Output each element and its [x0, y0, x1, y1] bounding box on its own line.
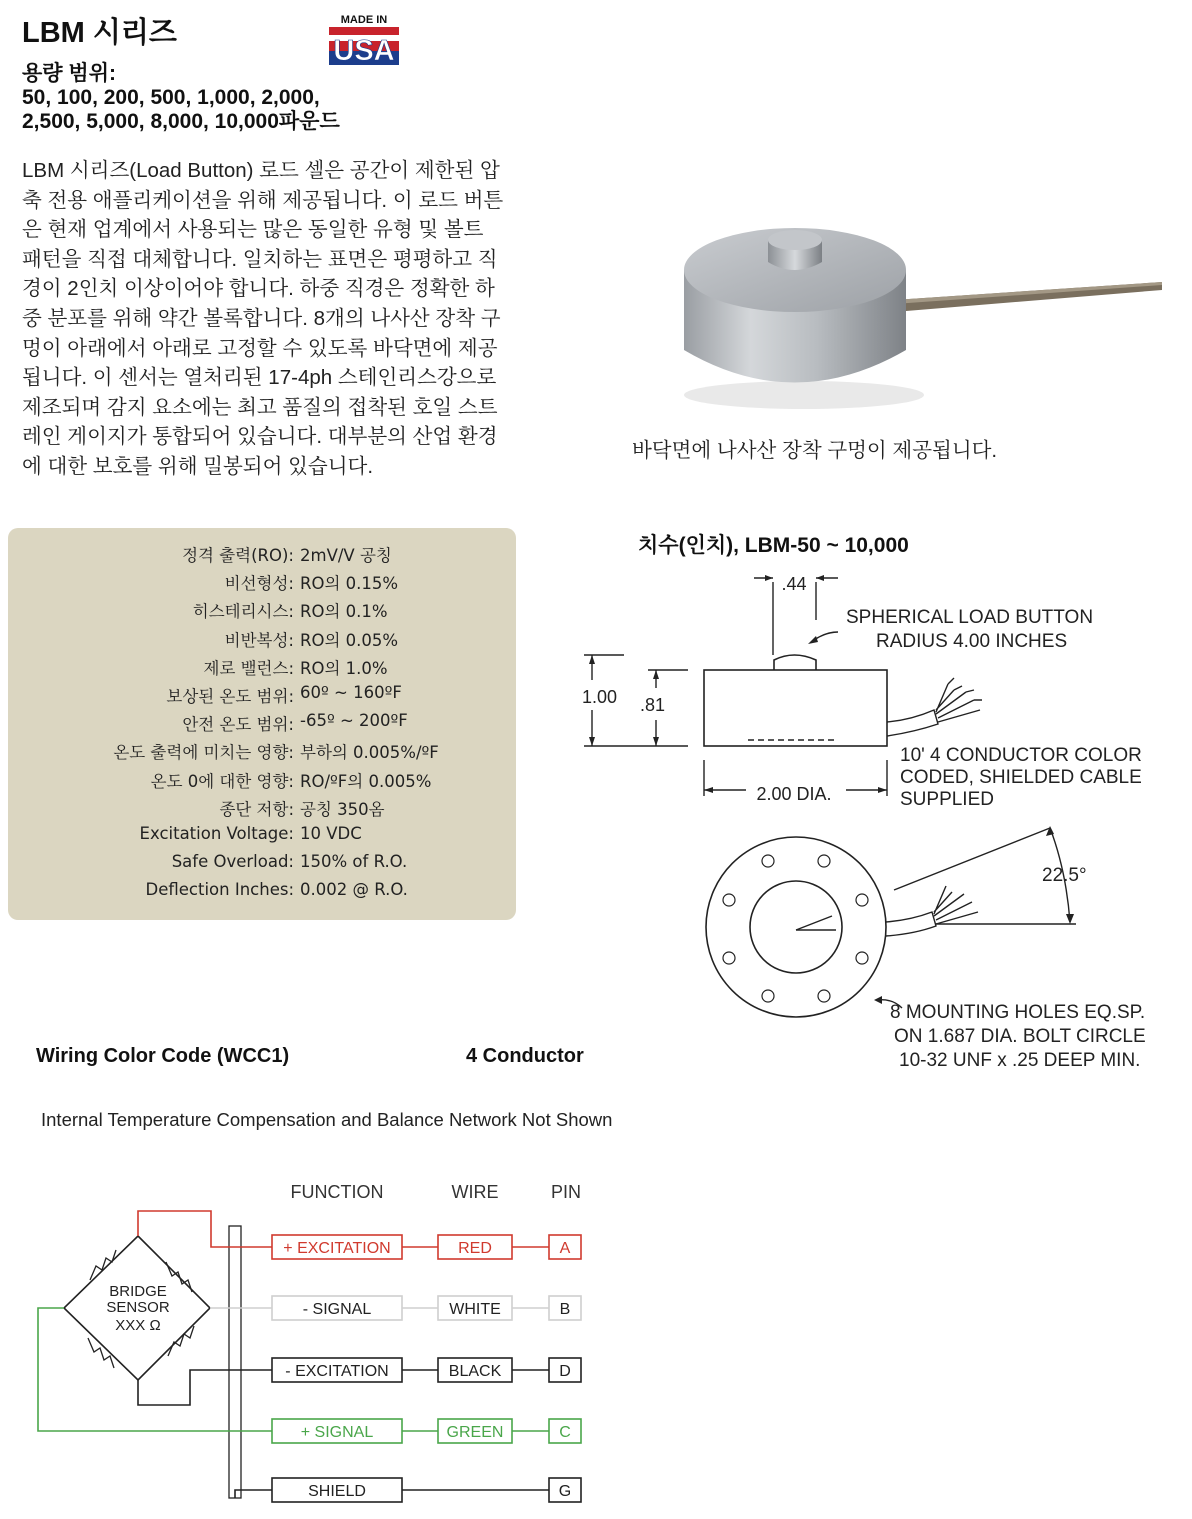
capacity-label: 용량 범위:	[22, 62, 116, 85]
spec-label: 정격 출력(RO):	[182, 546, 294, 565]
spec-row	[8, 711, 516, 739]
function-label: + SIGNAL	[300, 1424, 374, 1441]
wiring-title: Wiring Color Code (WCC1)	[36, 1045, 290, 1067]
function-label: + EXCITATION	[283, 1240, 391, 1257]
dim-height-total: 1.00	[582, 687, 618, 707]
description-line: 멍이 아래에서 아래로 고정할 수 있도록 바닥면에 제공	[22, 336, 498, 360]
spec-value: 0.002 @ R.O.	[300, 880, 408, 900]
spec-label: Safe Overload:	[171, 852, 294, 872]
spec-value: RO/ºF의 0.005%	[300, 771, 432, 791]
description-line: LBM 시리즈(Load Button) 로드 셀은 공간이 제한된 압	[22, 159, 500, 182]
description-line: 축 전용 애플리케이션을 위해 제공됩니다. 이 로드 버튼	[22, 188, 504, 212]
description-line: 에 대한 보호를 위해 밀봉되어 있습니다.	[22, 454, 374, 478]
wire-label: RED	[458, 1240, 492, 1257]
dim-angle: 22.5°	[1042, 865, 1087, 886]
capacity-line: 50, 100, 200, 500, 1,000, 2,000,	[22, 86, 320, 109]
wire-label: GREEN	[446, 1424, 504, 1441]
header-pin: PIN	[550, 1182, 582, 1202]
pin-label: A	[559, 1240, 571, 1257]
holes-label-2: ON 1.687 DIA. BOLT CIRCLE	[894, 1026, 1146, 1047]
dim-button-width: .44	[781, 574, 807, 594]
description-line: 패턴을 직접 대체합니다. 일치하는 표면은 평평하고 직	[22, 247, 498, 271]
spec-row	[8, 739, 516, 767]
made-in-usa-logo	[329, 13, 399, 65]
spec-label: 제로 밸런스:	[203, 658, 294, 678]
spec-value: 150% of R.O.	[300, 852, 408, 872]
spec-row	[8, 683, 516, 711]
description-line: 레인 게이지가 통합되어 있습니다. 대부분의 산업 환경	[22, 425, 498, 449]
cable-label-1: 10' 4 CONDUCTOR COLOR	[900, 745, 1142, 766]
spec-label: 온도 출력에 미치는 영향:	[113, 743, 294, 763]
spec-label: 보상된 온도 범위:	[166, 687, 294, 706]
spec-value: 공칭 350옴	[300, 799, 385, 819]
spec-value: 부하의 0.005%/ºF	[300, 743, 439, 763]
load-cell-photo	[676, 220, 1166, 415]
spec-row	[8, 852, 516, 880]
spherical-label-1: SPHERICAL LOAD BUTTON	[846, 607, 1094, 628]
spec-row	[8, 627, 516, 655]
spec-label: 종단 저항:	[219, 799, 294, 819]
wire-label: WHITE	[449, 1301, 501, 1318]
pin-label: B	[559, 1301, 571, 1318]
bridge-label: SENSOR	[106, 1299, 170, 1316]
dim-height-body: .81	[640, 695, 666, 715]
usa-badge-top: MADE IN	[340, 14, 388, 26]
spec-row	[8, 542, 516, 570]
spec-row	[8, 655, 516, 683]
spec-label: 온도 0에 대한 영향:	[150, 771, 294, 791]
bridge-label: BRIDGE	[109, 1283, 167, 1300]
function-label: - EXCITATION	[285, 1363, 389, 1380]
spec-label: 비반복성:	[224, 630, 294, 650]
spec-value: RO의 0.15%	[300, 574, 399, 594]
spec-value: RO의 1.0%	[300, 658, 388, 678]
description-line: 제조되며 감지 요소에는 최고 품질의 접착된 호일 스트	[22, 395, 498, 419]
cable-shield	[229, 1226, 241, 1498]
spec-row	[8, 598, 516, 626]
dim-diameter: 2.00 DIA.	[756, 784, 832, 804]
bridge-label: XXX Ω	[115, 1317, 161, 1334]
header-function: FUNCTION	[290, 1182, 384, 1202]
spec-row	[8, 768, 516, 796]
dimension-drawing	[576, 560, 1176, 1080]
usa-badge-main: USA	[333, 35, 395, 65]
mounting-holes	[723, 855, 868, 1002]
spec-label: Deflection Inches:	[145, 880, 294, 900]
spherical-label-2: RADIUS 4.00 INCHES	[876, 631, 1068, 652]
spec-row	[8, 880, 516, 908]
description-line: 중 분포를 위해 약간 볼록합니다. 8개의 나사산 장착 구	[22, 306, 501, 330]
cable-label-3: SUPPLIED	[900, 789, 994, 810]
pin-label: G	[558, 1483, 572, 1500]
description-line: 됩니다. 이 센서는 열처리된 17-4ph 스테인리스강으로	[22, 366, 497, 390]
product-description	[22, 156, 562, 482]
spec-value: -65º ~ 200ºF	[300, 711, 408, 731]
holes-label-1: 8 MOUNTING HOLES EQ.SP.	[890, 1002, 1146, 1023]
wire-label: BLACK	[448, 1363, 502, 1380]
spec-value: 60º ~ 160ºF	[300, 683, 402, 702]
photo-caption: 바닥면에 나사산 장착 구멍이 제공됩니다.	[632, 439, 998, 462]
function-label: - SIGNAL	[302, 1301, 372, 1318]
description-line: 경이 2인치 이상이어야 합니다. 하중 직경은 정확한 하	[22, 277, 495, 301]
spec-label: Excitation Voltage:	[139, 824, 294, 843]
function-label: SHIELD	[308, 1483, 366, 1500]
spec-row	[8, 796, 516, 824]
pin-label: D	[559, 1363, 571, 1380]
spec-value: 10 VDC	[300, 824, 362, 843]
holes-label-3: 10-32 UNF x .25 DEEP MIN.	[899, 1050, 1141, 1071]
wiring-conductor: 4 Conductor	[466, 1045, 584, 1067]
capacity-line: 2,500, 5,000, 8,000, 10,000파운드	[22, 110, 340, 133]
dimensions-title: 치수(인치), LBM-50 ~ 10,000	[638, 534, 909, 557]
spec-table	[8, 528, 516, 920]
cable-label-2: CODED, SHIELDED CABLE	[900, 767, 1142, 788]
wiring-note: Internal Temperature Compensation and Balance Network Not Shown	[41, 1109, 613, 1130]
spec-label: 히스테리시스:	[192, 602, 294, 622]
spec-label: 안전 온도 범위:	[182, 715, 294, 735]
spec-value: 2mV/V 공칭	[300, 546, 392, 565]
page-title: LBM 시리즈	[22, 17, 177, 49]
spec-row	[8, 824, 516, 852]
wiring-diagram	[30, 1170, 610, 1515]
spec-row	[8, 570, 516, 598]
spec-label: 비선형성:	[224, 574, 294, 594]
description-line: 은 현재 업계에서 사용되는 많은 동일한 유형 및 볼트	[22, 218, 484, 242]
spec-value: RO의 0.05%	[300, 630, 399, 650]
header-wire: WIRE	[451, 1182, 499, 1202]
spec-value: RO의 0.1%	[300, 602, 388, 622]
pin-label: C	[559, 1424, 571, 1441]
